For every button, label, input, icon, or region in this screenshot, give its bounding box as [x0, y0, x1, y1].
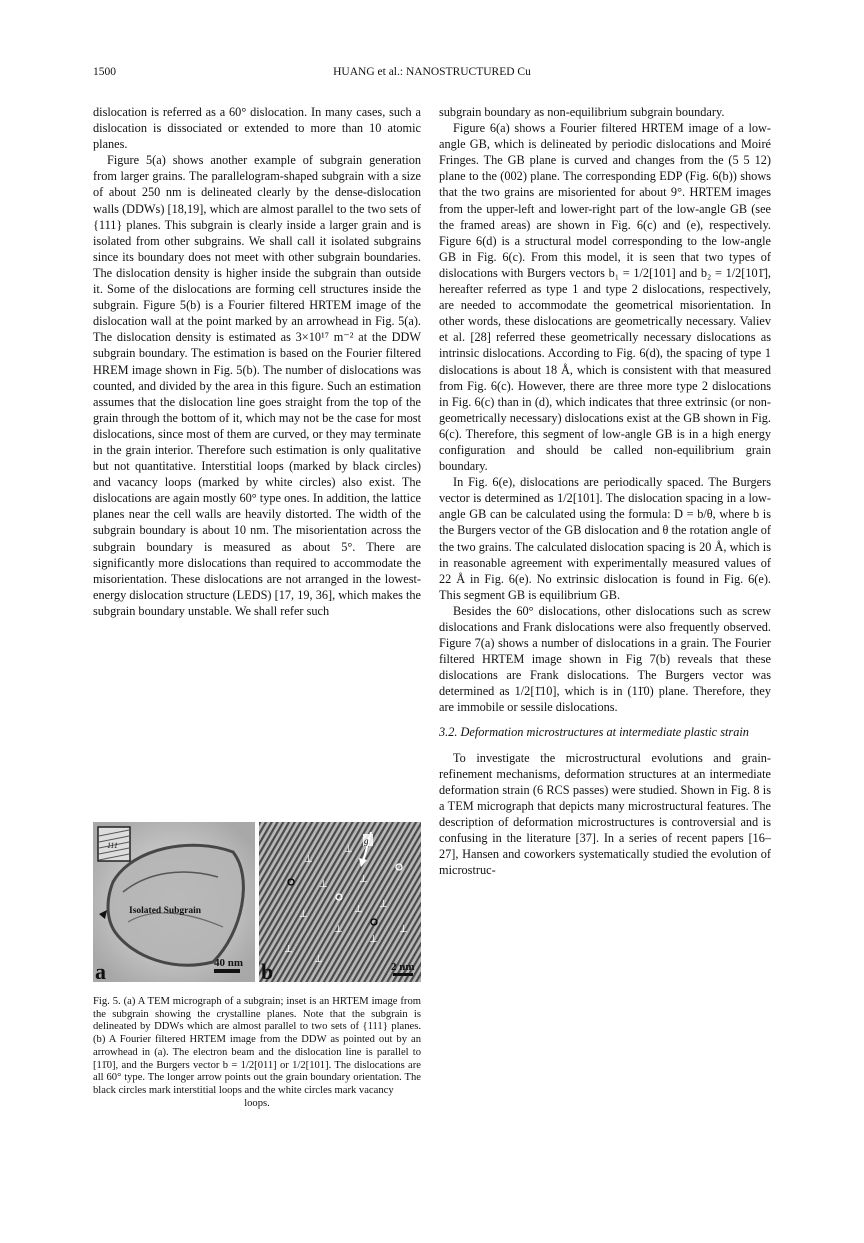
paragraph: dislocation is referred as a 60° dislocation. In many cases, such a dislocation is dissociated or extended to more than 10 atomic planes. [93, 105, 421, 152]
running-title: HUANG et al.: NANOSTRUCTURED Cu [333, 66, 531, 78]
figure-caption [93, 996, 421, 1110]
svg-text:⊥: ⊥ [319, 879, 328, 890]
panel-a-label: a [95, 959, 106, 982]
tem-micrograph-image [93, 822, 255, 982]
svg-text:⊥: ⊥ [344, 844, 353, 855]
svg-text:⊥: ⊥ [304, 854, 313, 865]
svg-text:⊥: ⊥ [379, 899, 388, 910]
paragraph: Figure 6(a) shows a Fourier filtered HRTEM image of a low-angle GB, which is delineated by periodic dislocations and Moiré Fringes. The GB plane is curved and changes from the (5 5 12) plane to the (002) plane. The corresponding EDP (Fig. 6(b)) shows that the two grains are misoriented for about 9°. HRTEM images from the upper-left and lower-right part of the low-angle GB (see the framed areas) are shown in Fig. 6(c) and (e), respectively. Figure 6(d) is a structural model corresponding to the low-angle GB in Fig. 6(c). From this model, it is seen that two types of dislocations with Burgers vectors b₁ = 1/2[101] and b₂ = 1/2[101̄], hereafter referred as type 1 and type 2 dislocations, respectively, are needed to accommodate the geometrical misorientation. In other words, these dislocations are geometrically necessary. Valiev et al. [28] referred these geometrically necessary dislocations as intrinsic dislocations. According to Fig. 6(d), the spacing of type 1 dislocations is about 18 Å, which is consistent with that measured from Fig. 6(c). However, there are three more type 2 dislocations in Fig. 6(c) than in (d), which indicates that three extrinsic (or non-geometrically necessary) dislocations exist at the GB shown in Fig. 6(c). Therefore, this segment of low-angle GB is in a high energy configuration and should be called non-equilibrium grain boundary. [439, 121, 771, 474]
tem-micrograph-panel [93, 822, 255, 982]
svg-text:⊥: ⊥ [369, 934, 378, 945]
scale-b-label: 2 nm [391, 961, 415, 973]
caption-text: Fig. 5. (a) A TEM micrograph of a subgrain; inset is an HRTEM image from the subgrain showing the crystalline planes. Note that the subgrain is delineated by DDWs which are almost parallel to two sets of {111} planes. (b) A Fourier filtered HRTEM image from the DDW as pointed out by an arrowhead in (a). The electron beam and the dislocation line is parallel to [11̄0], and the Burgers vector b = 1/2[011] or 1/2[101]. The dislocations are all 60° type. The longer arrow points out the grain boundary orientation. The black circles mark interstitial loops and the white circles mark vacancy [93, 996, 421, 1096]
left-column [93, 104, 421, 619]
paragraph: subgrain boundary as non-equilibrium subgrain boundary. [439, 105, 725, 119]
paragraph: In Fig. 6(e), dislocations are periodically spaced. The Burgers vector is determined as 1/2[101]. The dislocation spacing in a low-angle GB can be calculated using the formula: D = b/θ, where b is the Burgers vector of the GB dislocation and θ the rotation angle of the two grains. The calculated dislocation spacing is 20 Å, which is in reasonable agreement with experimentally measured values of 22 Å in Fig. 6(e). No extrinsic dislocation is found in Fig. 6(e). This segment GB is equilibrium GB. [439, 475, 771, 602]
running-header [93, 66, 771, 82]
page-number: 1500 [93, 66, 116, 78]
paragraph: Besides the 60° dislocations, other dislocations such as screw dislocations and Frank dislocations were also frequently observed. Figure 7(a) shows a number of dislocations in a grain. The Fourier filtered HRTEM image shown in Fig 7(b) reveals that these dislocations are Frank dislocations. The Burgers vector was determined as 1/2[1̄10], which is in (11̄0) plane. Therefore, they are immobile or sessile dislocations. [439, 603, 771, 715]
svg-text:⊥: ⊥ [354, 904, 363, 915]
inset-label: 111 [107, 841, 118, 850]
panel-b-label: b [261, 959, 274, 982]
scale-a-label: 40 nm [214, 957, 244, 969]
paragraph: Figure 5(a) shows another example of subgrain generation from larger grains. The parallelogram-shaped subgrain with a size of about 250 nm is delineated clearly by the dense-dislocation walls (DDWs) [18,19], which are almost parallel to the two sets of {111} planes. This subgrain is clearly inside a larger grain and is isolated from other subgrains. We shall call it isolated subgrains since its boundary does not meet with other subgrain boundaries. The dislocation density is higher inside the subgrain than outside it. Some of the dislocations are forming cell structures inside the subgrain. Figure 5(b) is a Fourier filtered HRTEM image of the dislocation wall at the point marked by an arrowhead in Fig. 5(a). The dislocation density is estimated as 3×10¹⁷ m⁻² at the DDW subgrain boundary. The estimation is based on the Fourier filtered HREM image shown in Fig. 5(b). The number of dislocations was counted, and divided by the area in this figure. Such an estimation assumes that the dislocation line goes straight from the top of the grain through the bottom of it, which may not be the case for most dislocations, since most of them are curved, or they may terminate in the grain interior. Therefore such estimation is only qualitative but not quantitative. Interstitial loops (marked by black circles) and vacancy loops (marked by white circles) also exist. The dislocations are again mostly 60° type ones. In addition, the lattice planes near the cell walls are heavily distorted. The width of the subgrain boundary is about 10 nm. The misorientation across the subgrain boundary is measured as about 5°. There are significantly more dislocations than required to accommodate the misorientation. These dislocations are not arranged in the lowest-energy dislocation structure (LEDS) [17, 19, 36], which makes the subgrain boundary unstable. We shall refer such [93, 153, 421, 618]
paragraph: To investigate the microstructural evolutions and grain-refinement mechanisms, deformation structures at an intermediate deformation strain (6 RCS passes) were studied. Shown in Fig. 8 is a TEM micrograph that depicts many microstructural features. The description of deformation microstructures is controversial and is confusing in the literature [37]. In a series of recent papers [16–27], Hansen and coworkers systematically studied the evolution of microstruc- [439, 750, 771, 878]
right-column [439, 104, 771, 878]
fourier-filtered-panel [259, 822, 421, 982]
scale-bar-a [214, 969, 240, 973]
caption-last-line: loops. [244, 1097, 270, 1109]
svg-text:⊥: ⊥ [284, 944, 293, 955]
section-heading: 3.2. Deformation microstructures at intermediate plastic strain [439, 724, 749, 739]
arrow-label: g [364, 836, 369, 846]
fourier-image [259, 822, 421, 982]
svg-text:⊥: ⊥ [314, 954, 323, 965]
scale-bar-b [393, 973, 413, 976]
figure-5 [93, 822, 423, 982]
svg-text:⊥: ⊥ [334, 924, 343, 935]
svg-text:⊥: ⊥ [299, 909, 308, 920]
subgrain-label: Isolated Subgrain [129, 906, 202, 916]
svg-text:⊥: ⊥ [399, 924, 408, 935]
svg-text:⊥: ⊥ [359, 874, 368, 885]
